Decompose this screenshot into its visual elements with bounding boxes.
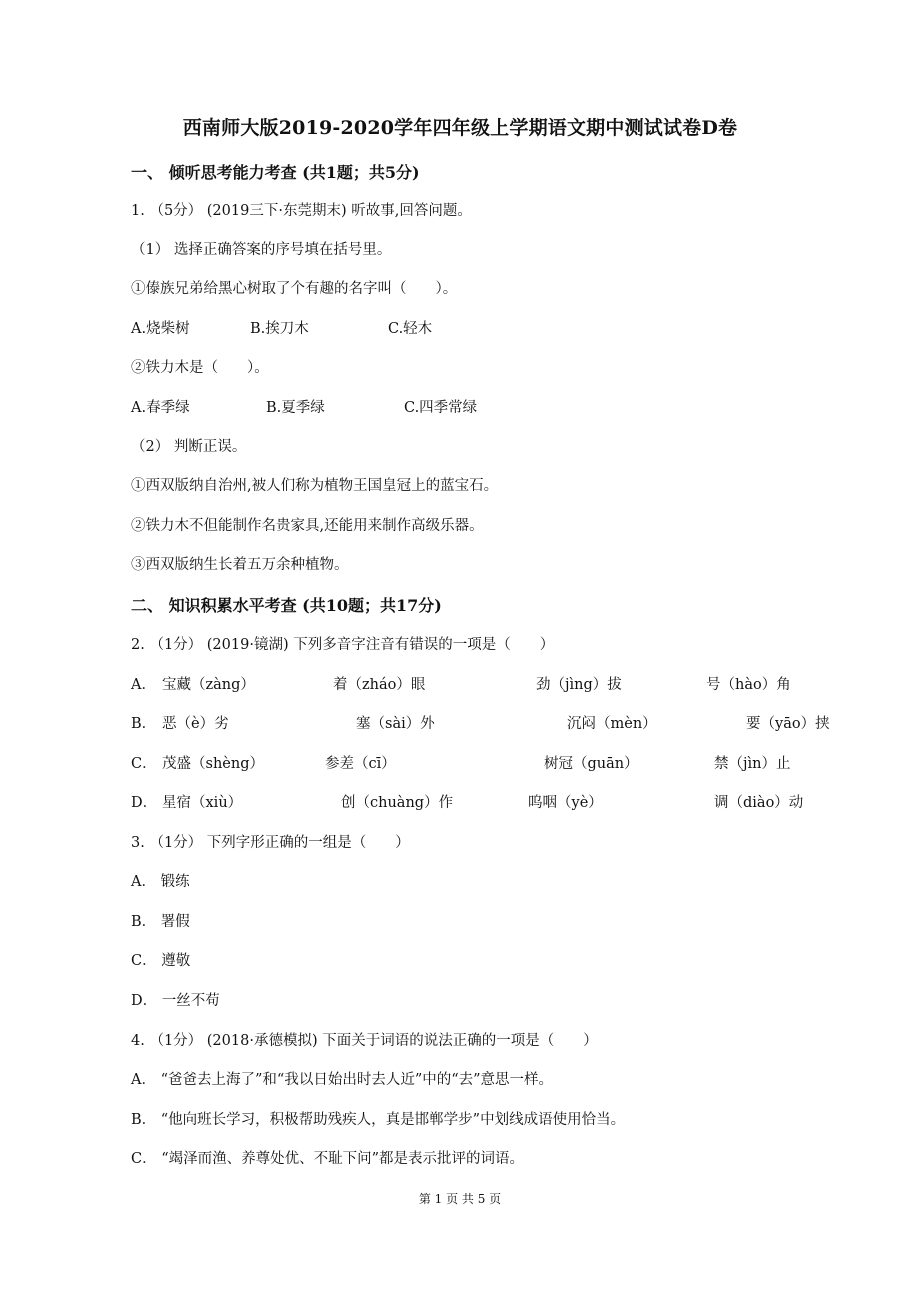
option: A． 锻练 [131, 874, 190, 890]
document-title: 西南师大版2019-2020学年四年级上学期语文期中测试试卷D卷 [182, 117, 738, 139]
question-1-sub-2: （2） 判断正误。 [131, 439, 247, 455]
option-cell: 要（yāo）挟 [746, 716, 830, 732]
question-4-stem: 4. （1分） (2018·承德模拟) 下面关于词语的说法正确的一项是（ ） [131, 1033, 598, 1049]
option: A． “爸爸去上海了”和“我以日始出时去人近”中的“去”意思一样。 [131, 1072, 554, 1088]
option-cell: 茂盛（shèng） [162, 756, 264, 772]
question-2-stem: 2. （1分） (2019·镜湖) 下列多音字注音有错误的一项是（ ） [131, 637, 555, 653]
option-cell: 着（zháo）眼 [333, 677, 426, 693]
option-a: A.春季绿 [131, 400, 190, 416]
option: B． 署假 [131, 914, 190, 930]
option: B． “他向班长学习，积极帮助残疾人，真是邯郸学步”中划线成语使用恰当。 [131, 1112, 626, 1128]
option-cell: 塞（sài）外 [356, 716, 435, 732]
option: D． 一丝不苟 [131, 993, 220, 1009]
option-label: C． [131, 756, 157, 772]
judge-item: ①西双版纳自治州,被人们称为植物王国皇冠上的蓝宝石。 [131, 478, 499, 494]
section-heading-1: 一、 倾听思考能力考查 (共1题；共5分) [131, 163, 420, 182]
page-footer: 第 1 页 共 5 页 [418, 1192, 502, 1206]
option-label: B． [131, 716, 157, 732]
question-3-stem: 3. （1分） 下列字形正确的一组是（ ） [131, 835, 410, 851]
option-a: A.烧柴树 [131, 321, 190, 337]
option-cell: 调（diào）动 [714, 795, 804, 811]
option-label: A． [131, 677, 156, 693]
question-1-item-2: ②铁力木是（ ）。 [131, 360, 269, 376]
option-cell: 禁（jìn）止 [714, 756, 791, 772]
question-1-item-1: ①傣族兄弟给黑心树取了个有趣的名字叫（ ）。 [131, 281, 458, 297]
judge-item: ②铁力木不但能制作名贵家具,还能用来制作高级乐器。 [131, 518, 484, 534]
option: C． “竭泽而渔、养尊处优、不耻下问”都是表示批评的词语。 [131, 1151, 525, 1167]
option-cell: 参差（cī） [325, 756, 396, 772]
option-cell: 号（hào）角 [706, 677, 791, 693]
option-label: D． [131, 795, 158, 811]
option-cell: 沉闷（mèn） [567, 716, 657, 732]
option-b: B.夏季绿 [266, 400, 325, 416]
option-cell: 星宿（xiù） [162, 795, 243, 811]
option-cell: 劲（jìng）拔 [536, 677, 622, 693]
option-cell: 创（chuàng）作 [341, 795, 454, 811]
option-cell: 恶（è）劣 [162, 716, 229, 732]
option-c: C.四季常绿 [404, 400, 478, 416]
judge-item: ③西双版纳生长着五万余种植物。 [131, 557, 349, 573]
option-c: C.轻木 [388, 321, 433, 337]
section-heading-2: 二、 知识积累水平考查 (共10题；共17分) [131, 596, 442, 615]
question-1-sub-1: （1） 选择正确答案的序号填在括号里。 [131, 242, 392, 258]
question-1-stem: 1. （5分） (2019三下·东莞期末) 听故事,回答问题。 [131, 203, 472, 219]
option-cell: 呜咽（yè） [528, 795, 603, 811]
option-b: B.挨刀木 [250, 321, 309, 337]
option-cell: 宝藏（zàng） [162, 677, 255, 693]
option-cell: 树冠（guān） [544, 756, 639, 772]
option: C． 遵敬 [131, 953, 191, 969]
